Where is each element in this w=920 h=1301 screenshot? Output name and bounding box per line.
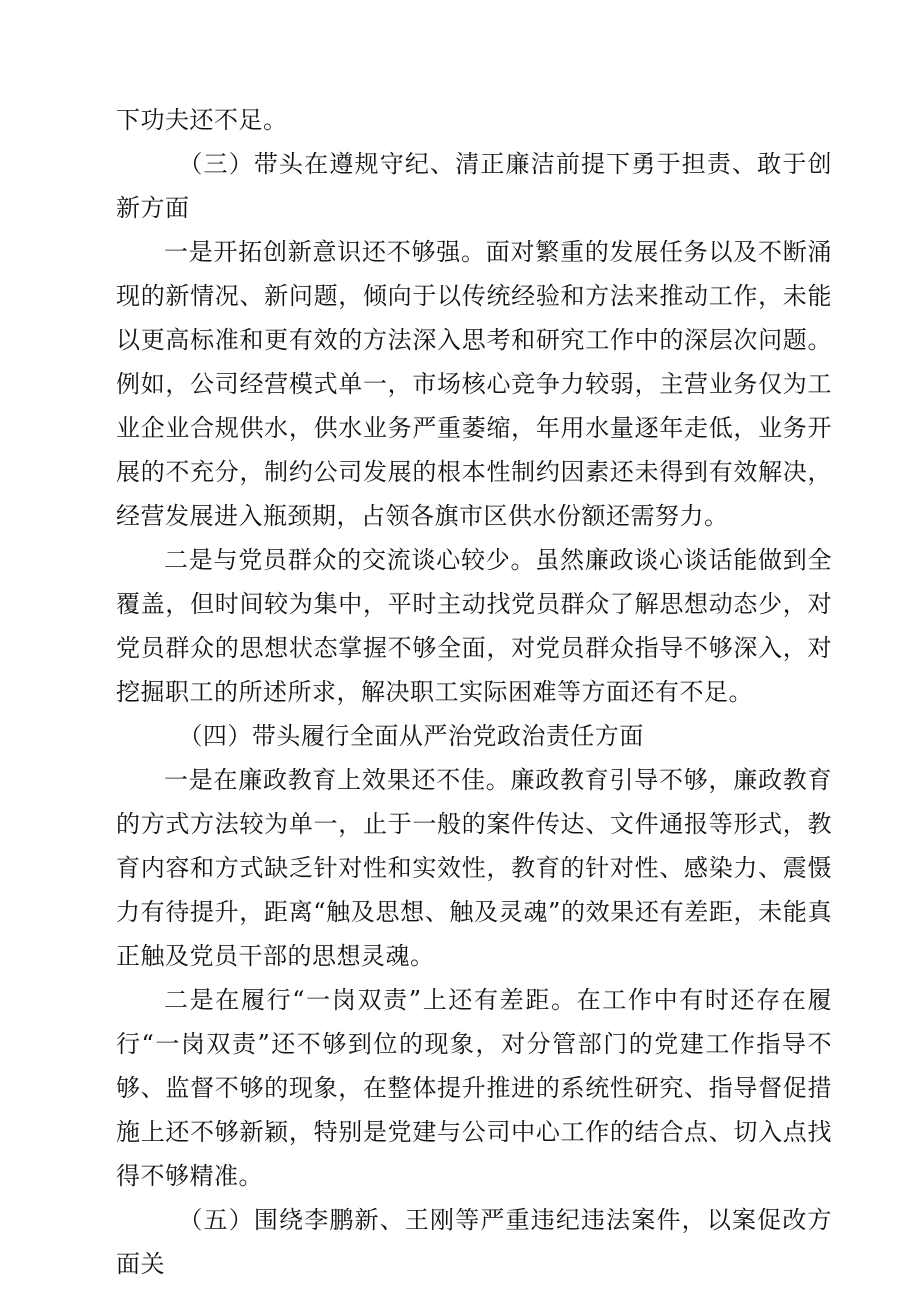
section-heading-four: （四）带头履行全面从严治党政治责任方面 — [178, 722, 644, 750]
paragraph-integrity-education: 一是在廉政教育上效果还不佳。廉政教育引导不够，廉政教育的方式方法较为单一，止于一般的案件传达、文件通报等形式，教育内容和方式缺乏针对性和实效性，教育的针对性、感染力、震慑力有待提升，距离“触及思想、触及灵魂”的效果还有差距，未能真正触及党员干部的思想灵魂。 — [116, 766, 832, 970]
paragraph-innovation: 一是开拓创新意识还不够强。面对繁重的发展任务以及不断涌现的新情况、新问题，倾向于以传统经验和方法来推动工作，未能以更高标准和更有效的方法深入思考和研究工作中的深层次问题。例如，公司经营模式单一，市场核心竞争力较弱，主营业务仅为工业企业合规供水，供水业务严重萎缩，年用水量逐年走低，业务开展的不充分，制约公司发展的根本性制约因素还未得到有效解决，经营发展进入瓶颈期，占领各旗市区供水份额还需努力。 — [116, 238, 832, 530]
paragraph-dual-responsibility: 二是在履行“一岗双责”上还有差距。在工作中有时还存在履行“一岗双责”还不够到位的现象，对分管部门的党建工作指导不够、监督不够的现象，在整体提升推进的系统性研究、指导督促措施上还不够新颖，特别是党建与公司中心工作的结合点、切入点找得不够精准。 — [116, 986, 832, 1190]
section-heading-three: （三）带头在遵规守纪、清正廉洁前提下勇于担责、敢于创新方面 — [116, 150, 832, 222]
paragraph-communication: 二是与党员群众的交流谈心较少。虽然廉政谈心谈话能做到全覆盖，但时间较为集中，平时主动找党员群众了解思想动态少，对党员群众的思想状态掌握不够全面，对党员群众指导不够深入，对挖掘职工的所述所求，解决职工实际困难等方面还有不足。 — [116, 546, 832, 706]
section-heading-five: （五）围绕李鹏新、王刚等严重违纪违法案件，以案促改方面关 — [116, 1206, 832, 1278]
paragraph-continuation: 下功夫还不足。 — [116, 106, 288, 134]
